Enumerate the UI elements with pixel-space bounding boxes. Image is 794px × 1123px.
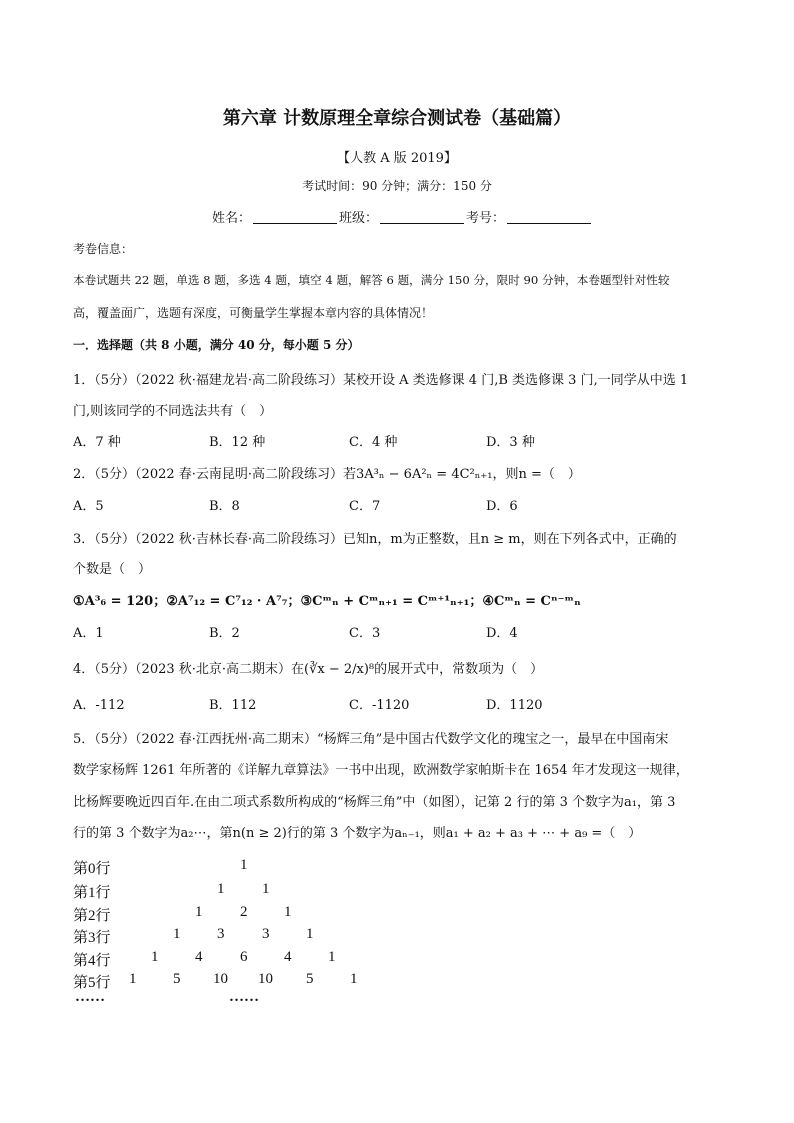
pascal-row-label: 第4行 (73, 953, 111, 969)
option-c[interactable]: C．-1120 (349, 698, 410, 713)
option-d[interactable]: D．1120 (486, 698, 543, 713)
pascal-number: 1 (151, 949, 159, 965)
pascal-number: 1 (129, 971, 137, 987)
option-b[interactable]: B．8 (209, 499, 240, 514)
pascal-number: 1 (217, 881, 225, 897)
pascal-number: 1 (195, 904, 203, 920)
class-label: 班级： (339, 211, 379, 226)
pascal-row-label: 第3行 (73, 930, 111, 946)
info-line-1: 本卷试题共 22 题，单选 8 题，多选 4 题，填空 4 题，解答 6 题，满分 150 分，限时 90 分钟，本卷题型针对性较 (73, 273, 670, 287)
option-a[interactable]: A．-112 (73, 698, 125, 713)
pascal-row-label: 第1行 (73, 885, 111, 901)
pascal-number: 1 (240, 857, 248, 873)
pascal-number: 1 (350, 971, 358, 987)
question-5-line-1: 5．（5分）（2022 春·江西抚州·高二期末）“杨辉三角”是中国古代数学文化的瑰宝之一，最早在中国南宋 (73, 732, 669, 747)
number-label: 考号： (466, 211, 506, 226)
pascal-dots-left: …… (75, 989, 105, 1005)
exam-time: 考试时间：90 分钟；满分：150 分 (302, 179, 492, 193)
section-heading: 一．选择题（共 8 小题，满分 40 分，每小题 5 分） (73, 338, 360, 352)
pascal-number: 1 (173, 926, 181, 942)
student-info-row (212, 207, 593, 226)
option-a[interactable]: A．5 (73, 499, 104, 514)
page-title: 第六章 计数原理全章综合测试卷（基础篇） (222, 108, 572, 129)
pascal-number: 3 (217, 926, 225, 942)
pascal-row-label: 第5行 (73, 975, 111, 991)
pascal-number: 6 (240, 949, 248, 965)
pascal-row-label: 第0行 (73, 861, 111, 877)
option-c[interactable]: C．3 (349, 626, 381, 641)
pascal-number: 3 (262, 926, 270, 942)
option-c[interactable]: C．4 种 (349, 435, 398, 450)
pascal-number: 10 (258, 971, 273, 987)
option-d[interactable]: D．6 (486, 499, 518, 514)
info-heading: 考卷信息： (73, 242, 134, 256)
pascal-dots-right: …… (229, 989, 259, 1005)
question-3-line-1: 3．（5分）（2022 秋·吉林长春·高二阶段练习）已知n，m为正整数，且n ≥ m，则在下列各式中，正确的 (73, 532, 677, 547)
name-label: 姓名： (212, 211, 252, 226)
question-1-line-2: 门,则该同学的不同选法共有（ ） (73, 404, 273, 419)
question-5-line-2: 数学家杨辉 1261 年所著的《详解九章算法》一书中出现，欧洲数学家帕斯卡在 1654 年才发现这一规律， (73, 763, 689, 778)
question-3-line-3: ①A³₆ = 120；②A⁷₁₂ = C⁷₁₂ · A⁷₇；③Cᵐₙ + Cᵐₙ₊₁ = Cᵐ⁺¹ₙ₊₁；④Cᵐₙ = Cⁿ⁻ᵐₙ (73, 594, 581, 609)
option-b[interactable]: B．2 (209, 626, 240, 641)
question-1-line-1: 1．（5分）（2022 秋·福建龙岩·高二阶段练习）某校开设 A 类选修课 4 门,B 类选修课 3 门,一同学从中选 1 (73, 373, 689, 388)
number-field[interactable] (507, 211, 591, 224)
option-d[interactable]: D．4 (486, 626, 518, 641)
pascal-number: 1 (262, 881, 270, 897)
pascal-number: 2 (240, 904, 248, 920)
option-c[interactable]: C．7 (349, 499, 381, 514)
option-b[interactable]: B．112 (209, 698, 257, 713)
question-5-line-3: 比杨辉要晚近四百年.在由二项式系数所构成的“杨辉三角”中（如图），记第 2 行的第 3 个数字为a₁，第 3 (73, 795, 676, 810)
info-line-2: 高，覆盖面广，选题有深度，可衡量学生掌握本章内容的具体情况！ (73, 306, 434, 320)
edition-label: 【人教 A 版 2019】 (337, 151, 457, 166)
pascal-number: 4 (195, 949, 203, 965)
question-4-line-1: 4．（5分）（2023 秋·北京·高二期末）在(∛x − 2/x)⁸的展开式中，常数项为（ ） (73, 662, 544, 677)
pascal-number: 1 (328, 949, 336, 965)
name-field[interactable] (253, 211, 337, 224)
pascal-number: 1 (306, 926, 314, 942)
question-5-line-4: 行的第 3 个数字为a₂⋯，第n(n ≥ 2)行的第 3 个数字为aₙ₋₁，则a₁ + a₂ + a₃ + ⋯ + a₉ =（ ） (73, 826, 642, 841)
question-3-line-2: 个数是（ ） (73, 562, 152, 577)
option-a[interactable]: A．1 (73, 626, 104, 641)
option-a[interactable]: A．7 种 (73, 435, 121, 450)
option-d[interactable]: D．3 种 (486, 435, 535, 450)
question-2-line-1: 2．（5分）（2022 春·云南昆明·高二阶段练习）若3A³ₙ − 6A²ₙ = 4C²ₙ₊₁，则n =（ ） (73, 467, 581, 482)
class-field[interactable] (380, 211, 464, 224)
pascal-number: 10 (213, 971, 228, 987)
pascal-row-label: 第2行 (73, 908, 111, 924)
pascal-number: 4 (284, 949, 292, 965)
pascal-number: 5 (306, 971, 314, 987)
option-b[interactable]: B．12 种 (209, 435, 266, 450)
pascal-number: 1 (284, 904, 292, 920)
pascal-number: 5 (173, 971, 181, 987)
